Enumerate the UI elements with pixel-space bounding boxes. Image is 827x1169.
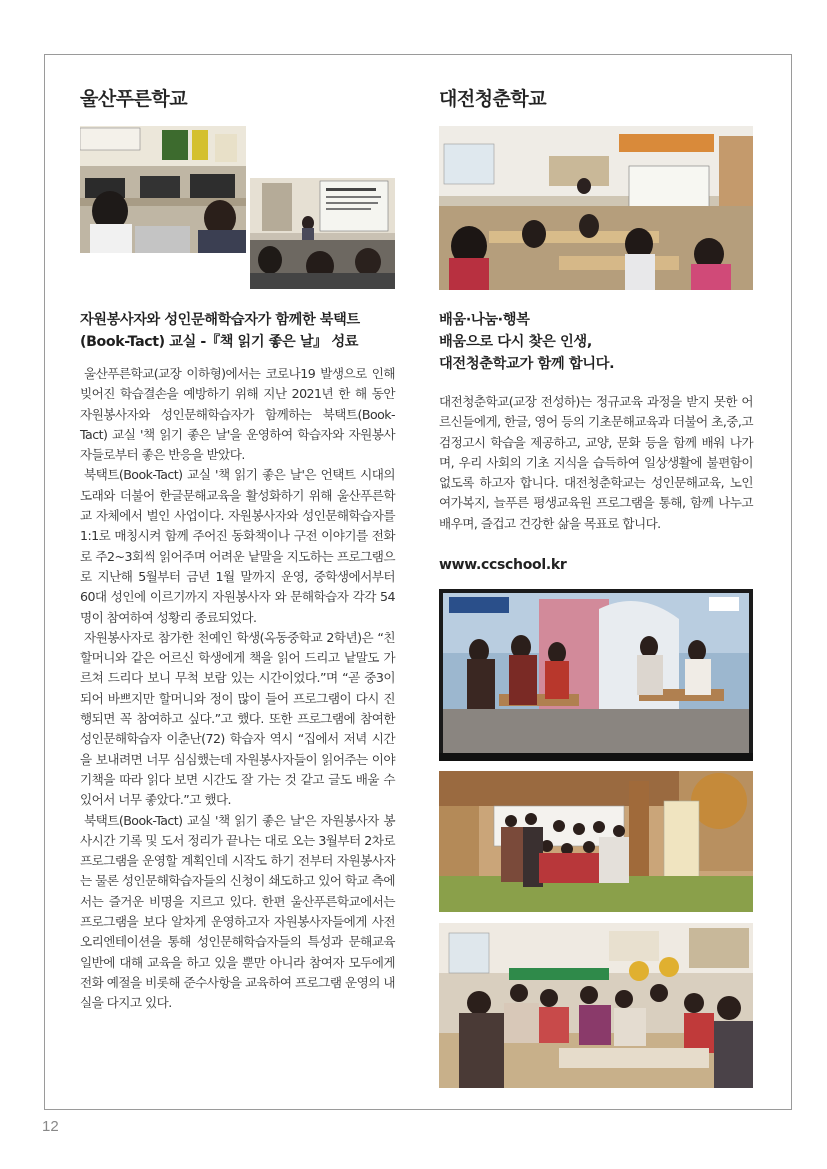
left-article-body [80, 364, 395, 1014]
left-photo-classroom [80, 126, 246, 253]
right-photo-group-outdoor [439, 771, 753, 912]
left-column [80, 80, 396, 120]
left-paragraph: 북택트(Book-Tact) 교실 '책 읽기 좋은 날'은 언택트 시대의 도래와 더불어 한글문해교육을 활성화하기 위해 울산푸른학교 자체에서 벌인 사업이다. 자원봉사자와 성인문해학습자를 1:1로 매칭시켜 함께 주어진 동화책이나 구전 이야기를 전화로 주2~3회씩 읽어주며 어려운 낱말을 지도하는 프로그램으로 지난해 5월부터 금년 1월 말까지 운영, 중학생에서부터 60대 성인에 이르기까지 자원봉사자 와 문해학습자 각각 54명이 참여하여 성황리 종료되었다. [80, 467, 395, 625]
right-headline [439, 309, 753, 375]
left-photo-presentation [250, 178, 395, 289]
right-column [439, 80, 753, 120]
right-article-body [439, 392, 753, 534]
left-paragraph: 울산푸른학교(교장 이하형)에서는 코로나19 발생으로 인해 빚어진 학습결손을 예방하기 위해 지난 2021년 한 해 동안 자원봉사자와 성인문해학습자가 함께하는 북택트(Book-Tact) 교실 '책 읽기 좋은 날'을 운영하여 학습자와 자원봉사자들로부터 좋은 반응을 받았다. [80, 366, 395, 463]
page-number: 12 [42, 1118, 59, 1135]
left-headline-line1: 자원봉사자와 성인문해학습자가 함께한 북택트 [80, 312, 360, 328]
right-photo-classroom-celebration [439, 923, 753, 1088]
right-school-title: 대전청춘학교 [439, 88, 547, 110]
right-headline-line: 대전청춘학교가 함께 합니다. [439, 356, 615, 372]
left-headline [80, 309, 400, 353]
right-headline-line: 배움으로 다시 찾은 인생, [439, 334, 592, 350]
left-headline-line2: (Book-Tact) 교실 -『책 읽기 좋은 날』 성료 [80, 334, 359, 350]
right-paragraph: 대전청춘학교(교장 전성하)는 정규교육 과정을 받지 못한 어르신들에게, 한글, 영어 등의 기초문해교육과 더불어 초,중,고 검정고시 학습을 제공하고, 교양, 문화 등을 함께 배워 나가며, 우리 사회의 기초 지식을 습득하여 일상생활에 불편함이 없도록 하고자 합니다. 대전청춘학교는 성인문해교육, 노인여가복지, 늘푸른 평생교육원 프로그램을 통해, 함께 나누고 배우며, 즐겁고 건강한 삶을 목표로 합니다. [439, 394, 753, 531]
right-photo-tv-broadcast [439, 589, 753, 761]
right-photo-classroom [439, 126, 753, 290]
right-headline-line: 배움·나눔·행복 [439, 312, 530, 328]
school-website-url: www.ccschool.kr [439, 557, 567, 573]
left-paragraph: 북택트(Book-Tact) 교실 '책 읽기 좋은 날'은 자원봉사자 봉사시간 기록 및 도서 정리가 끝나는 대로 오는 3월부터 2차로 프로그램을 운영할 계획인데 시작도 하기 전부터 자원봉사자는 물론 성인문해학습자들의 신청이 쇄도하고 있어 학교 측에서는 즐거운 비명을 지르고 있다. 한편 울산푸른학교에서는 프로그램을 보다 알차게 운영하고자 자원봉사자들에게 사전 오리엔테이션을 통해 성인문해학습자들의 특성과 문해교육 일반에 대해 교육을 하고 있을 뿐만 아니라 참여자 모두에게 전화 예절을 비롯해 준수사항을 교육하여 프로그램 운영의 내실을 다지고 있다. [80, 812, 395, 1011]
left-school-title: 울산푸른학교 [80, 88, 188, 110]
left-paragraph: 자원봉사자로 참가한 천예인 학생(옥동중학교 2학년)은 “친할머니와 같은 어르신 학생에게 책을 읽어 드리고 낱말도 가르쳐 드리다 보니 무척 보람 있는 시간이었다.”며 “곧 중3이 되어 바쁘지만 할머니와 정이 많이 들어 프로그램이 다시 진행되면 꼭 참여하고 싶다.”고 했다. 또한 프로그램에 참여한 성인문해학습자 이춘난(72) 학습자 역시 “집에서 저녁 시간을 보내려면 너무 심심했는데 자원봉사자들이 읽어주는 이야기책을 따라 읽다 보면 시간도 잘 가는 것 같고 글도 배울 수 있어서 너무 좋았다.”고 했다. [80, 629, 395, 808]
